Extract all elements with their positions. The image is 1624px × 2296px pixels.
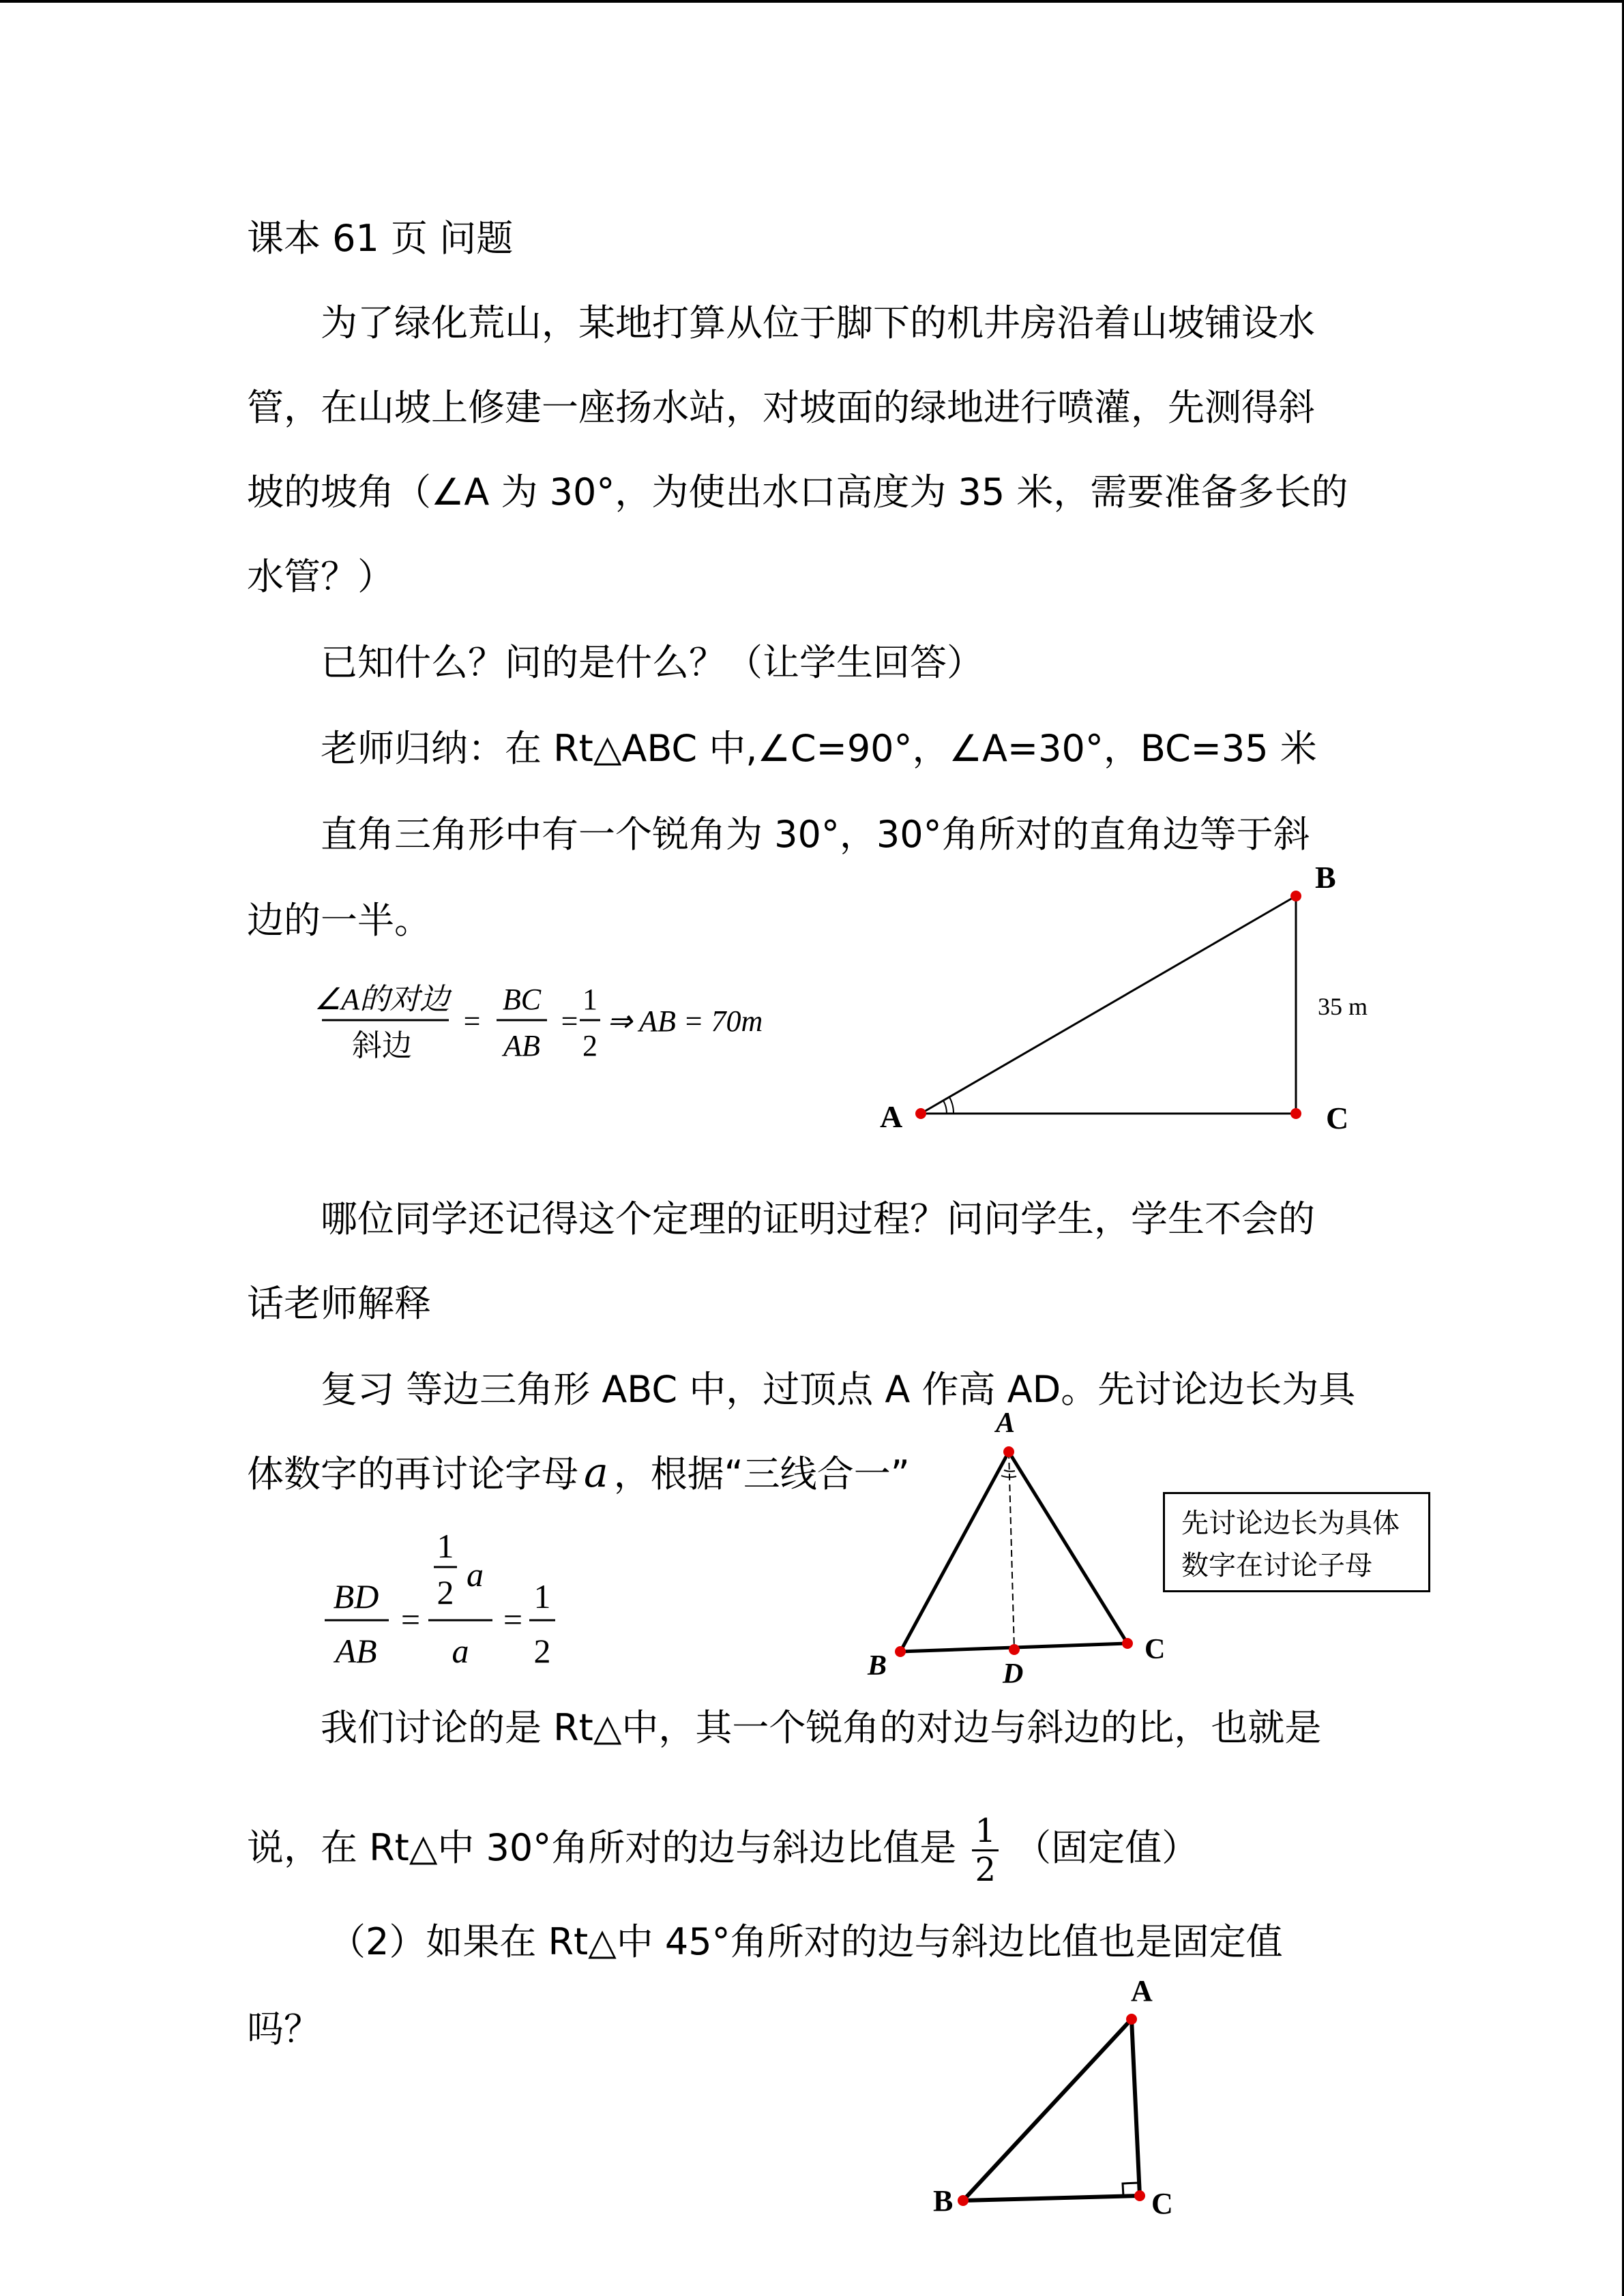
label-c: C bbox=[1145, 1634, 1166, 1665]
equals-sign: = bbox=[561, 1004, 578, 1038]
text-line: 管，在山坡上修建一座扬水站，对坡面的绿地进行喷灌，先测得斜 bbox=[247, 386, 1315, 429]
label-a: A bbox=[880, 1099, 903, 1134]
formula-result: ⇒ AB = 70m bbox=[607, 1004, 763, 1038]
heading-line: 课本 61 页 问题 bbox=[247, 217, 514, 260]
angle-a-arc bbox=[943, 1101, 947, 1114]
text-line: 为了绿化荒山，某地打算从位于脚下的机井房沿着山坡铺设水 bbox=[321, 301, 1315, 344]
inline-fraction bbox=[972, 1813, 999, 1888]
equals-sign: = bbox=[503, 1600, 523, 1639]
text-line: 边的一半。 bbox=[247, 899, 431, 942]
text-line bbox=[247, 1813, 1198, 1888]
formula-numerator: 1 bbox=[582, 983, 597, 1016]
small-fraction-den: 2 bbox=[437, 1573, 454, 1611]
text-segment: 说，在 Rt△中 30°角所对的边与斜边比值是 bbox=[247, 1826, 957, 1870]
formula-bd-ab-ratio bbox=[321, 1527, 580, 1684]
text-segment: （固定值） bbox=[1014, 1826, 1199, 1870]
note-box bbox=[1163, 1492, 1430, 1592]
label-c: C bbox=[1151, 2187, 1173, 2220]
altitude-ad bbox=[1009, 1452, 1014, 1650]
text-line: 直角三角形中有一个锐角为 30°，30°角所对的直角边等于斜 bbox=[321, 813, 1310, 856]
formula-denominator: AB bbox=[503, 1029, 540, 1062]
formula-denominator: 斜边 bbox=[352, 1029, 412, 1062]
text-line: 水管？） bbox=[247, 555, 394, 598]
label-c: C bbox=[1326, 1101, 1349, 1135]
formula-numerator: BD bbox=[333, 1577, 379, 1615]
figure-45-degree-triangle bbox=[921, 1971, 1207, 2230]
side-ab bbox=[963, 2019, 1132, 2201]
small-fraction-num: 1 bbox=[437, 1527, 454, 1565]
fraction-numerator: 1 bbox=[972, 1813, 999, 1851]
vertex-a bbox=[1126, 2014, 1137, 2025]
variable-a: a bbox=[584, 1449, 608, 1497]
label-d: D bbox=[1003, 1658, 1024, 1690]
formula-denominator: 2 bbox=[582, 1029, 597, 1062]
text-line: （2）如果在 Rt△中 45°角所对的边与斜边比值也是固定值 bbox=[329, 1920, 1283, 1963]
text-line: 已知什么？问的是什么？（让学生回答） bbox=[321, 641, 984, 684]
vertex-b bbox=[958, 2195, 969, 2206]
text-line: 复习 等边三角形 ABC 中，过顶点 A 作高 AD。先讨论边长为具 bbox=[321, 1368, 1356, 1411]
text-line: 老师归纳：在 Rt△ABC 中,∠C=90°，∠A=30°，BC=35 米 bbox=[321, 727, 1317, 770]
side-ac bbox=[1009, 1452, 1127, 1643]
vertex-c bbox=[1290, 1108, 1301, 1119]
page-top-border bbox=[0, 0, 1624, 3]
formula-ratio-30 bbox=[314, 975, 805, 1077]
label-a: A bbox=[1131, 1974, 1153, 2008]
note-line: 先讨论边长为具体 bbox=[1181, 1508, 1400, 1539]
vertex-b bbox=[1290, 891, 1301, 901]
angle-a-arc bbox=[1004, 1470, 1015, 1472]
equals-sign: = bbox=[463, 1004, 481, 1038]
text-line: 吗？ bbox=[247, 2008, 321, 2051]
vertex-d bbox=[1009, 1644, 1020, 1655]
side-ac bbox=[1132, 2019, 1140, 2196]
side-bc bbox=[963, 2196, 1140, 2201]
vertex-c bbox=[1134, 2190, 1145, 2201]
formula-numerator: ∠A的对边 bbox=[314, 983, 450, 1016]
label-b: B bbox=[1315, 866, 1336, 895]
figure-equilateral-triangle bbox=[853, 1405, 1207, 1691]
hypotenuse-ab bbox=[921, 896, 1296, 1114]
text-line: 话老师解释 bbox=[247, 1282, 431, 1325]
formula-denominator: AB bbox=[335, 1632, 377, 1670]
text-line: 哪位同学还记得这个定理的证明过程？问问学生，学生不会的 bbox=[321, 1197, 1315, 1240]
vertex-a bbox=[1003, 1446, 1014, 1457]
equals-sign: = bbox=[400, 1600, 421, 1639]
label-b: B bbox=[868, 1650, 887, 1682]
figure-30-degree-triangle bbox=[866, 866, 1398, 1152]
fraction-denominator: 2 bbox=[975, 1851, 996, 1889]
formula-numerator: 1 bbox=[533, 1577, 551, 1615]
text-line bbox=[247, 1451, 910, 1496]
note-line: 数字在讨论子母 bbox=[1181, 1550, 1372, 1581]
text-segment: 体数字的再讨论字母 bbox=[247, 1452, 578, 1495]
vertex-b bbox=[895, 1646, 906, 1657]
variable-a: a bbox=[467, 1555, 484, 1594]
label-b: B bbox=[933, 2184, 954, 2218]
vertex-c bbox=[1122, 1638, 1133, 1649]
label-bc-length: 35 m bbox=[1318, 993, 1368, 1020]
label-a: A bbox=[996, 1407, 1016, 1439]
vertex-a bbox=[915, 1108, 926, 1119]
formula-denominator: 2 bbox=[533, 1632, 551, 1670]
side-ab bbox=[900, 1452, 1009, 1652]
text-line: 我们讨论的是 Rt△中，其一个锐角的对边与斜边的比，也就是 bbox=[321, 1706, 1322, 1749]
formula-numerator: BC bbox=[502, 983, 542, 1016]
text-segment: ，根据“三线合一” bbox=[613, 1452, 910, 1495]
text-line: 坡的坡角（∠A 为 30°，为使出水口高度为 35 米，需要准备多长的 bbox=[247, 471, 1348, 513]
angle-a-arc bbox=[949, 1097, 954, 1114]
formula-denominator: a bbox=[452, 1632, 469, 1670]
